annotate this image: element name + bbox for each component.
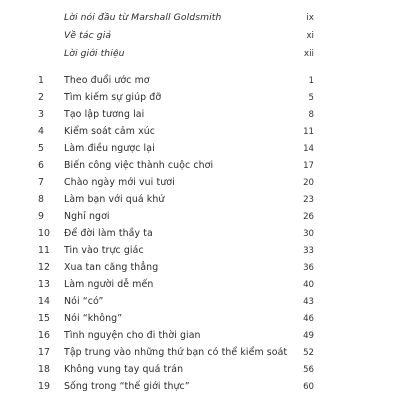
toc-front-entry[interactable] [0, 28, 400, 44]
chapter-page: 43 [303, 297, 314, 307]
chapter-title: Nói “không” [64, 313, 123, 324]
chapter-number: 4 [38, 126, 44, 137]
chapter-title: Để đời làm thầy ta [64, 228, 153, 239]
chapter-number: 7 [38, 177, 44, 188]
chapter-number: 15 [38, 313, 50, 324]
toc-chapter-entry[interactable] [0, 175, 400, 191]
toc-chapter-entry[interactable] [0, 192, 400, 208]
toc-front-entry[interactable] [0, 10, 400, 26]
chapter-title: Làm điều ngược lại [64, 143, 155, 154]
chapter-page: 46 [303, 314, 314, 324]
chapter-page: 1 [308, 76, 314, 86]
chapter-page: 40 [303, 280, 314, 290]
chapter-title: Tạo lập tương lai [64, 109, 145, 120]
chapter-title: Nói “có” [64, 296, 104, 307]
chapter-number: 18 [38, 364, 50, 375]
chapter-number: 11 [38, 245, 50, 256]
chapter-title: Làm bạn với quá khứ [64, 194, 165, 205]
toc-chapter-entry[interactable] [0, 243, 400, 259]
chapter-title: Kiểm soát cảm xúc [64, 126, 156, 137]
chapter-page: 14 [303, 144, 314, 154]
chapter-number: 12 [38, 262, 50, 273]
chapter-number: 17 [38, 347, 50, 358]
chapter-number: 14 [38, 296, 50, 307]
chapter-page: 5 [308, 93, 314, 103]
chapter-number: 16 [38, 330, 50, 341]
chapter-title: Tình nguyện cho đi thời gian [64, 330, 201, 341]
chapter-title: Biến công việc thành cuộc chơi [64, 160, 214, 171]
toc-chapter-entry[interactable] [0, 328, 400, 344]
toc-chapter-entry[interactable] [0, 73, 400, 89]
chapter-page: 60 [303, 382, 314, 392]
toc-chapter-entry[interactable] [0, 226, 400, 242]
toc-chapter-entry[interactable] [0, 107, 400, 123]
chapter-page: 33 [303, 246, 314, 256]
chapter-number: 3 [38, 109, 44, 120]
chapter-page: 52 [303, 348, 314, 358]
chapter-title: Làm người dễ mến [64, 279, 154, 290]
toc-front-entry[interactable] [0, 46, 400, 62]
toc-entry-page: xi [306, 31, 314, 41]
chapter-number: 5 [38, 143, 44, 154]
chapter-page: 20 [303, 178, 314, 188]
chapter-title: Không vung tay quá trán [64, 364, 184, 375]
toc-chapter-entry[interactable] [0, 362, 400, 378]
chapter-title: Tin vào trực giác [64, 245, 144, 256]
toc-entry-page: ix [306, 13, 314, 23]
toc-chapter-entry[interactable] [0, 379, 400, 395]
toc-chapter-entry[interactable] [0, 90, 400, 106]
toc-chapter-entry[interactable] [0, 311, 400, 327]
toc-chapter-entry[interactable] [0, 141, 400, 157]
chapter-number: 2 [38, 92, 44, 103]
chapter-number: 10 [38, 228, 50, 239]
toc-entry-title: Lời giới thiệu [64, 48, 125, 59]
chapter-number: 1 [38, 75, 44, 86]
chapter-title: Sống trong “thế giới thực” [64, 381, 190, 392]
chapter-page: 11 [303, 127, 314, 137]
toc-entry-title: Lời nói đầu từ Marshall Goldsmith [64, 12, 222, 23]
toc-chapter-entry[interactable] [0, 294, 400, 310]
toc-entry-title: Về tác giả [64, 30, 112, 41]
chapter-page: 36 [303, 263, 314, 273]
chapter-title: Tập trung vào những thứ bạn có thể kiểm soát [64, 347, 288, 358]
chapter-title: Chào ngày mới vui tươi [64, 177, 175, 188]
toc-chapter-entry[interactable] [0, 124, 400, 140]
toc-chapter-entry[interactable] [0, 345, 400, 361]
chapter-page: 17 [303, 161, 314, 171]
toc-chapter-entry[interactable] [0, 158, 400, 174]
chapter-number: 9 [38, 211, 44, 222]
chapter-page: 49 [303, 331, 314, 341]
chapter-page: 8 [308, 110, 314, 120]
chapter-title: Tìm kiếm sự giúp đỡ [64, 92, 162, 103]
toc-chapter-entry[interactable] [0, 260, 400, 276]
chapter-page: 30 [303, 229, 314, 239]
chapter-title: Nghỉ ngơi [64, 211, 110, 222]
toc-entry-page: xii [303, 49, 314, 59]
chapter-number: 19 [38, 381, 50, 392]
chapter-number: 13 [38, 279, 50, 290]
toc-chapter-entry[interactable] [0, 277, 400, 293]
chapter-page: 26 [303, 212, 314, 222]
toc-chapter-entry[interactable] [0, 209, 400, 225]
chapter-page: 23 [303, 195, 314, 205]
chapter-number: 8 [38, 194, 44, 205]
chapter-page: 56 [303, 365, 314, 375]
chapter-number: 6 [38, 160, 44, 171]
chapter-title: Theo đuổi ước mơ [64, 75, 150, 86]
chapter-title: Xua tan căng thẳng [64, 262, 159, 273]
